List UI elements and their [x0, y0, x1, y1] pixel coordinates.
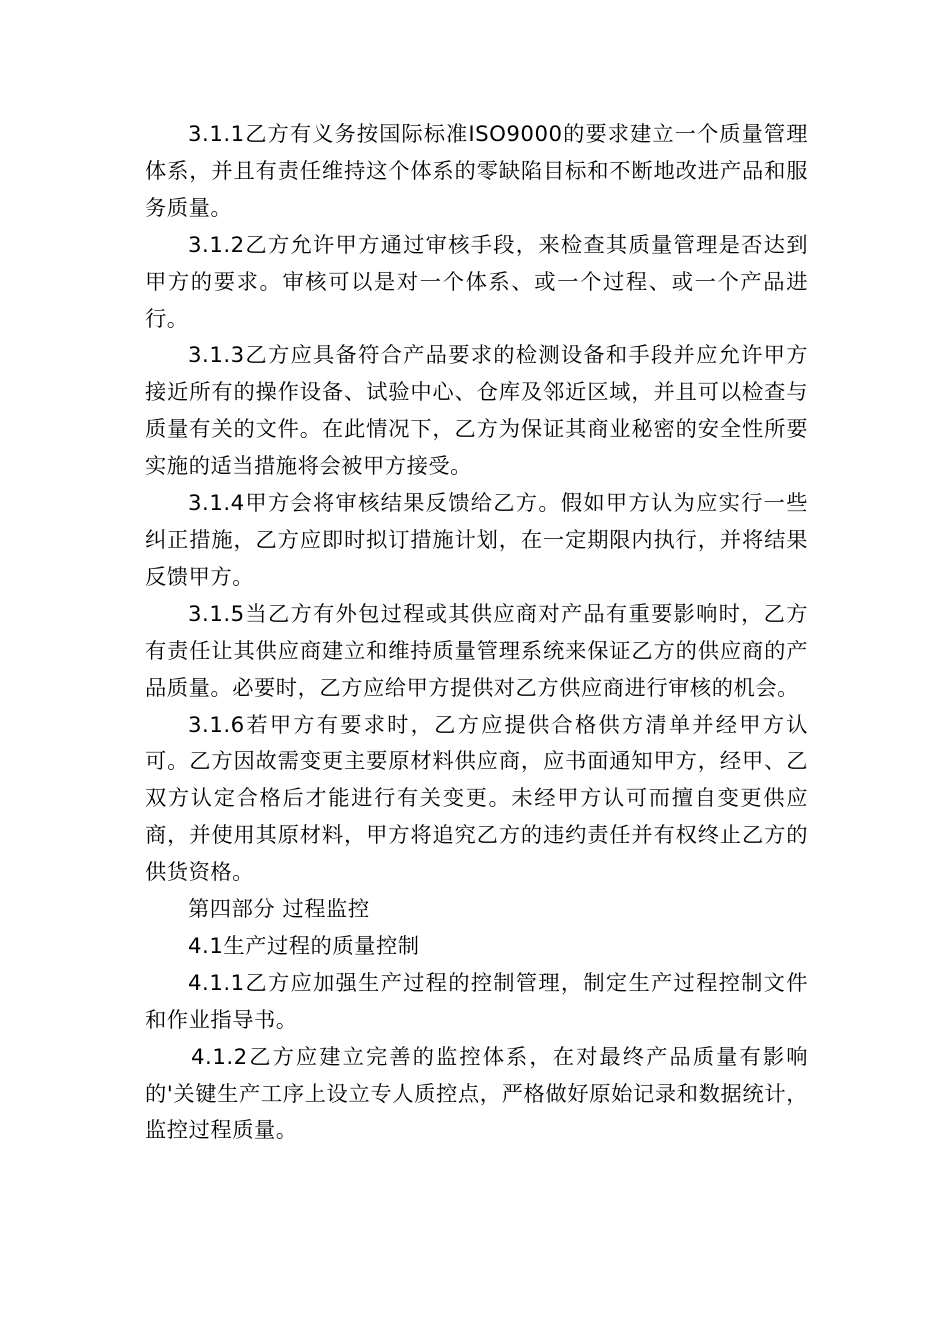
paragraph-4-1-1: 4.1.1乙方应加强生产过程的控制管理，制定生产过程控制文件和作业指导书。	[145, 970, 808, 1033]
paragraph-3-1-1: 3.1.1乙方有义务按国际标准ISO9000的要求建立一个质量管理体系，并且有责任维持这个体系的零缺陷目标和不断地改进产品和服务质量。	[145, 122, 808, 221]
paragraph-3-1-5: 3.1.5当乙方有外包过程或其供应商对产品有重要影响时，乙方有责任让其供应商建立和维持质量管理系统来保证乙方的供应商的产品质量。必要时，乙方应给甲方提供对乙方供应商进行审核的机会。	[145, 601, 808, 701]
document-page	[145, 117, 808, 1150]
paragraph-3-1-6: 3.1.6若甲方有要求时，乙方应提供合格供方清单并经甲方认可。乙方因故需变更主要原材料供应商，应书面通知甲方，经甲、乙双方认定合格后才能进行有关变更。未经甲方认可而擅自变更供应商，并使用其原材料，甲方将追究乙方的违约责任并有权终止乙方的供货资格。	[145, 712, 808, 886]
section-heading-part-four: 第四部分 过程监控	[188, 897, 370, 923]
subsection-heading-4-1: 4.1生产过程的质量控制	[188, 933, 420, 959]
paragraph-3-1-4: 3.1.4甲方会将审核结果反馈给乙方。假如甲方认为应实行一些纠正措施，乙方应即时拟订措施计划，在一定期限内执行，并将结果反馈甲方。	[145, 491, 808, 590]
paragraph-3-1-3: 3.1.3乙方应具备符合产品要求的检测设备和手段并应允许甲方接近所有的操作设备、试验中心、仓库及邻近区域，并且可以检查与质量有关的文件。在此情况下，乙方为保证其商业秘密的安全性所要实施的适当措施将会被甲方接受。	[145, 343, 808, 480]
paragraph-3-1-2: 3.1.2乙方允许甲方通过审核手段，来检查其质量管理是否达到甲方的要求。审核可以是对一个体系、或一个过程、或一个产品进行。	[145, 232, 808, 332]
paragraph-4-1-2: 4.1.2乙方应建立完善的监控体系，在对最终产品质量有影响的'关键生产工序上设立专人质控点，严格做好原始记录和数据统计，监控过程质量。	[145, 1044, 808, 1144]
